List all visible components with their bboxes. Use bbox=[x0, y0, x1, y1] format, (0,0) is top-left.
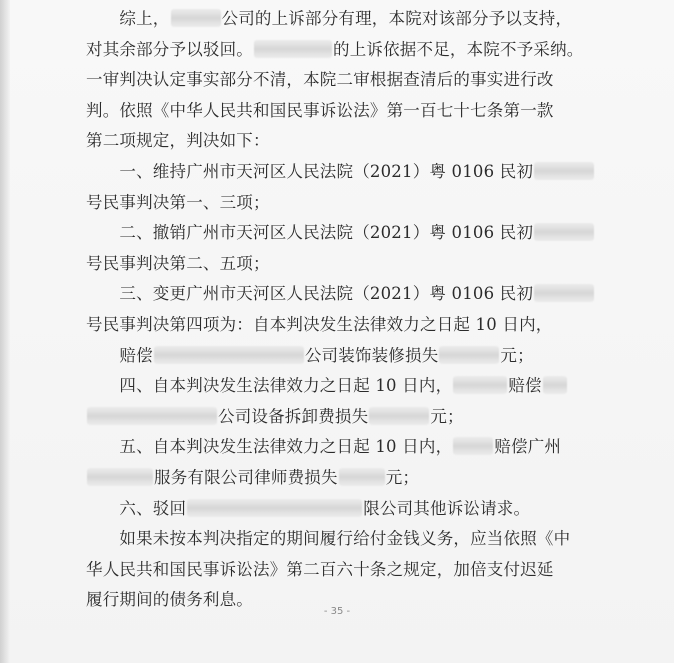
redaction bbox=[534, 162, 594, 180]
text-line: 判。依照《中华人民共和国民事诉讼法》第一百七十七条第一款 bbox=[86, 100, 554, 120]
text-line: 华人民共和国民事诉讼法》第二百六十条之规定，加倍支付迟延 bbox=[86, 559, 554, 579]
redaction bbox=[187, 499, 362, 517]
text-line: 如果未按本判决指定的期间履行给付金钱义务，应当依照《中 bbox=[86, 529, 571, 549]
text-line: 第二项规定，判决如下： bbox=[86, 131, 270, 151]
judgment-text bbox=[86, 4, 596, 616]
redaction bbox=[369, 407, 429, 425]
text-line: 对其余部分予以驳回。 的上诉依据不足，本院不予采纳。 bbox=[86, 39, 584, 59]
text-line: 服务有限公司律师费损失 元； bbox=[86, 463, 596, 494]
text-line: 号民事判决第二、五项； bbox=[86, 253, 270, 273]
page-number: - 35 - bbox=[323, 606, 351, 617]
text-line: 履行期间的债务利息。 bbox=[86, 590, 253, 610]
text-line: 赔偿 公司装饰装修损失 元； bbox=[86, 345, 534, 365]
page-edge-shadow bbox=[0, 0, 10, 663]
text-line: 一审判决认定事实部分不清，本院二审根据查清后的事实进行改 bbox=[86, 70, 554, 90]
text-line: 号民事判决第四项为：自本判决发生法律效力之日起 10 日内， bbox=[86, 314, 553, 334]
redaction bbox=[171, 9, 221, 27]
redaction bbox=[453, 376, 507, 394]
text-line: 二、撤销广州市天河区人民法院（2021）粤 0106 民初 bbox=[86, 218, 596, 249]
text-line: 综上， 公司的上诉部分有理，本院对该部分予以支持， bbox=[86, 9, 573, 28]
text-line: 号民事判决第一、三项； bbox=[86, 192, 270, 212]
text-line: 一、维持广州市天河区人民法院（2021）粤 0106 民初 bbox=[86, 157, 596, 188]
redaction bbox=[534, 223, 594, 241]
redaction bbox=[439, 346, 499, 364]
text-line: 三、变更广州市天河区人民法院（2021）粤 0106 民初 bbox=[86, 279, 596, 310]
redaction bbox=[154, 346, 304, 364]
redaction bbox=[87, 407, 217, 425]
redaction bbox=[543, 376, 567, 394]
redaction bbox=[87, 468, 153, 486]
redaction bbox=[254, 40, 332, 58]
redaction bbox=[339, 468, 385, 486]
text-line: 六、驳回 限公司其他诉讼请求。 bbox=[86, 498, 531, 518]
redaction bbox=[453, 437, 493, 455]
text-line: 公司设备拆卸费损失 元； bbox=[86, 402, 596, 433]
redaction bbox=[534, 284, 594, 302]
text-line: 五、自本判决发生法律效力之日起 10 日内， 赔偿广州 bbox=[86, 437, 562, 457]
text-line: 四、自本判决发生法律效力之日起 10 日内， 赔偿 bbox=[86, 371, 596, 402]
